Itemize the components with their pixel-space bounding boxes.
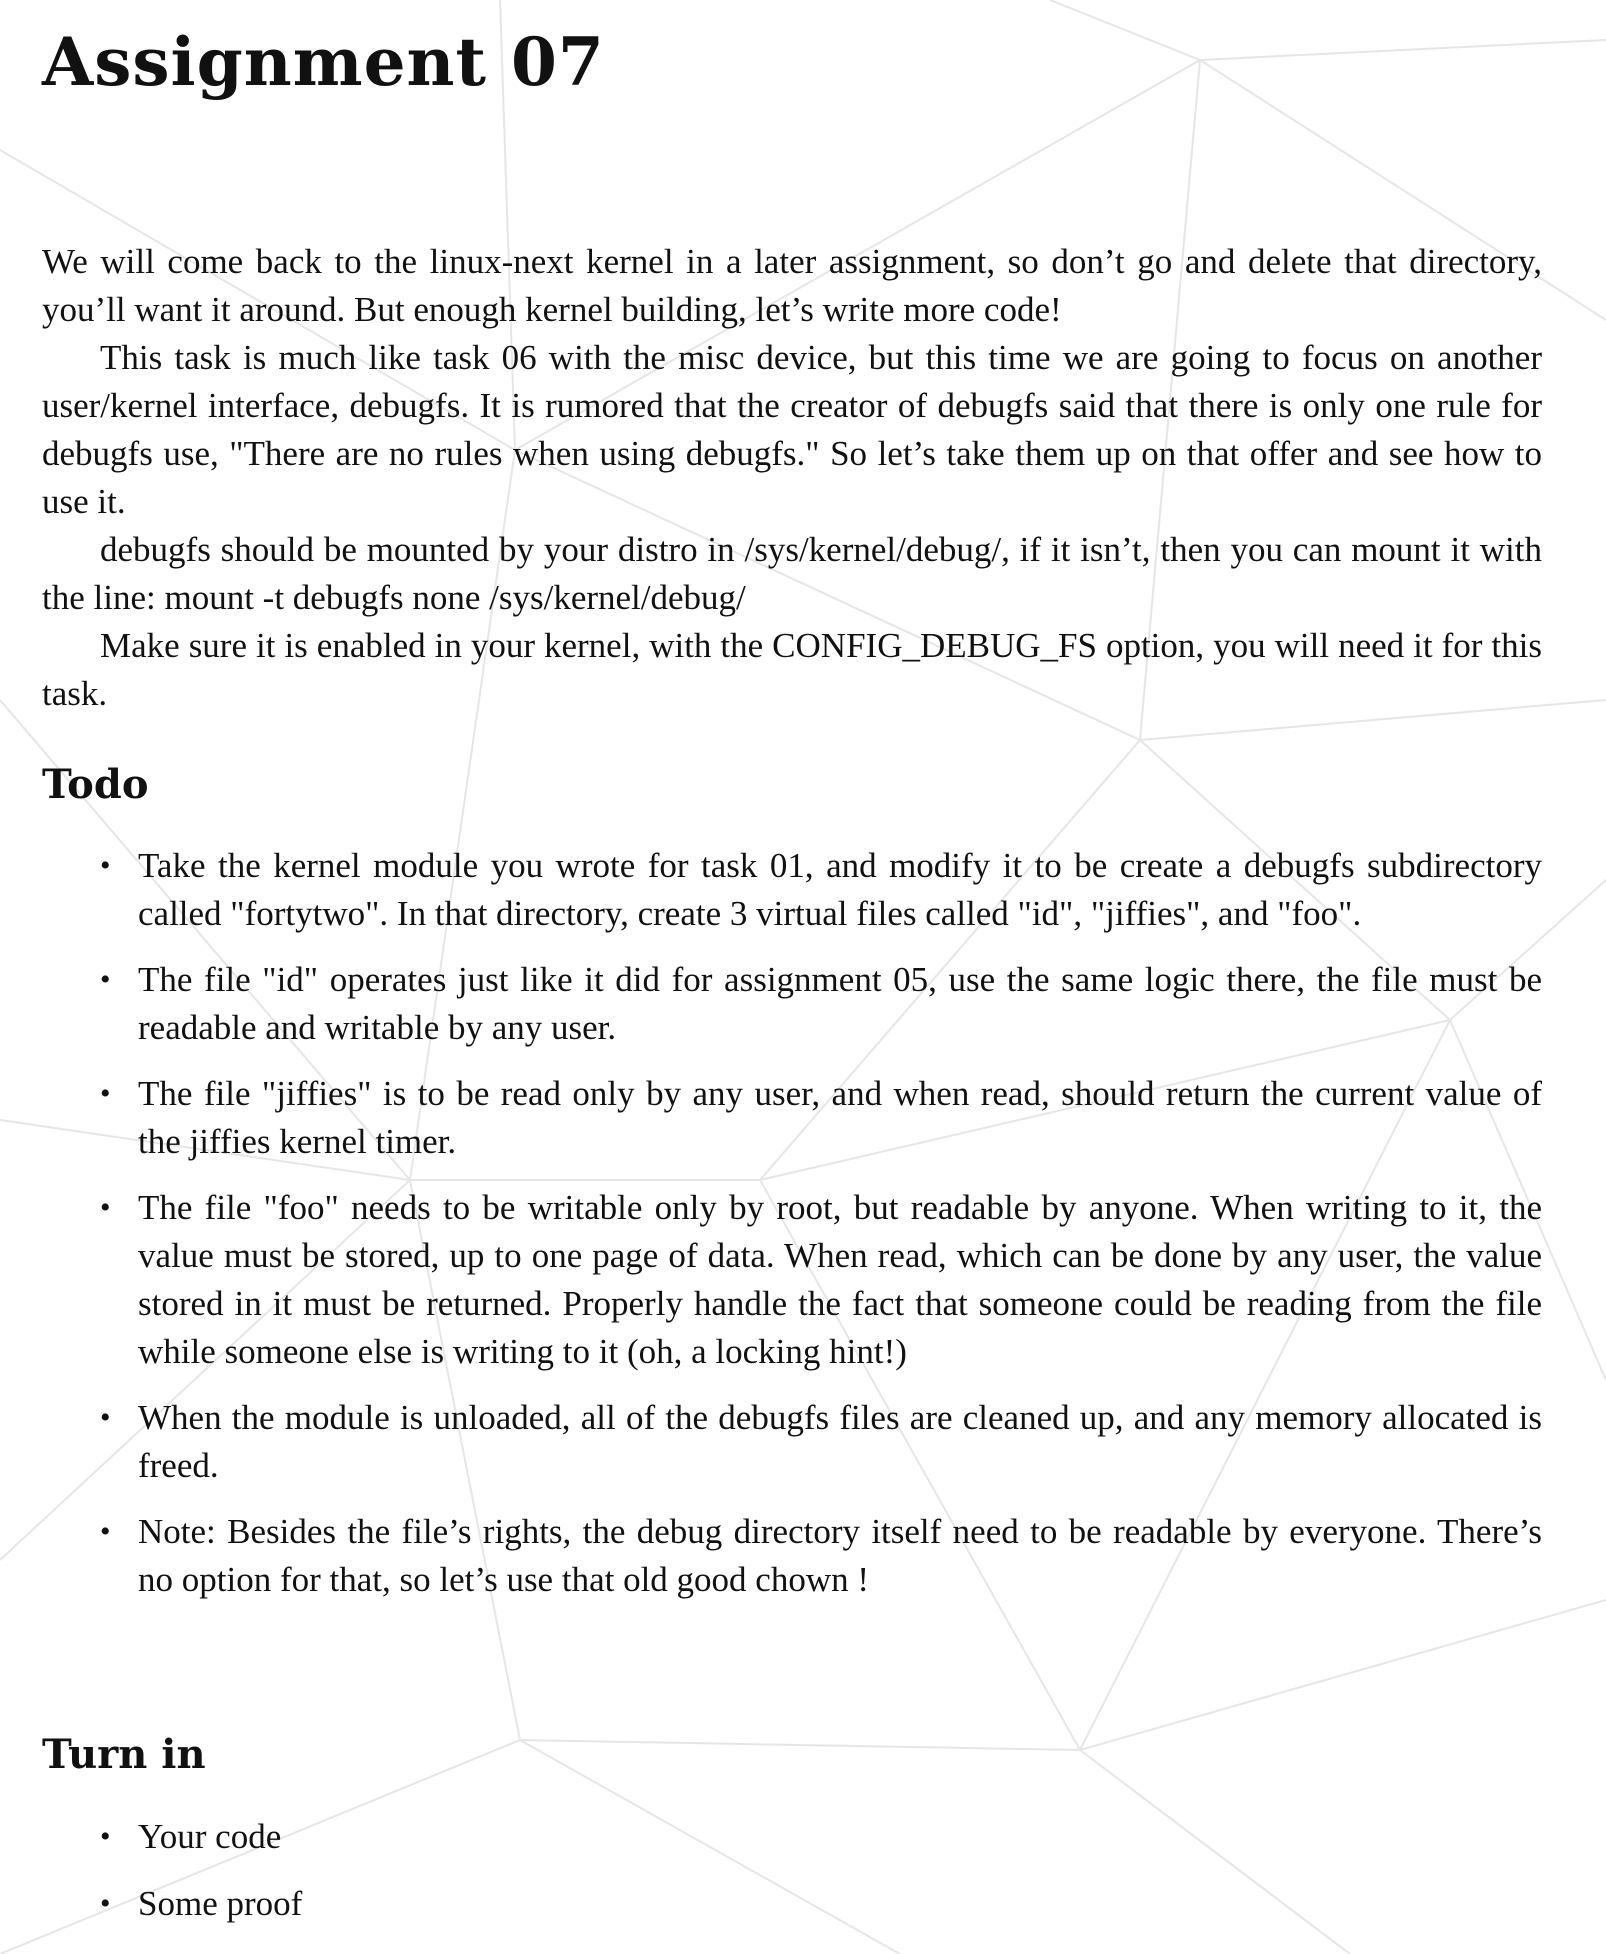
turn-in-item-text: Your code	[138, 1817, 282, 1856]
todo-item	[42, 956, 1542, 1052]
todo-item-text: When the module is unloaded, all of the debugfs files are cleaned up, and any memory allocated is freed.	[138, 1398, 1542, 1485]
bullet-icon: •	[100, 1191, 111, 1224]
todo-heading: Todo	[42, 761, 149, 808]
bullet-icon: •	[100, 1401, 111, 1434]
todo-item-text: The file "jiffies" is to be read only by any user, and when read, should return the current value of the jiffies kernel timer.	[138, 1074, 1542, 1161]
page-title: Assignment 07	[42, 23, 605, 101]
bullet-icon: •	[100, 1887, 111, 1920]
intro-section	[42, 238, 1542, 718]
turn-in-item	[42, 1880, 1542, 1928]
bullet-icon: •	[100, 1515, 111, 1548]
intro-paragraph: This task is much like task 06 with the misc device, but this time we are going to focus on another user/kernel interface, debugfs. It is rumored that the creator of debugfs said that there is only one rule for debugfs use, "There are no rules when using debugfs." So let’s take them up on that offer and see how to use it.	[42, 338, 1542, 521]
turn-in-list	[42, 1813, 1542, 1947]
todo-item	[42, 842, 1542, 938]
todo-item-text: The file "foo" needs to be writable only by root, but readable by anyone. When writing to it, the value must be stored, up to one page of data. When read, which can be done by any user, the value stored in it must be returned. Properly handle the fact that someone could be reading from the file while someone else is writing to it (oh, a locking hint!)	[138, 1188, 1542, 1371]
bullet-icon: •	[100, 849, 111, 882]
turn-in-heading: Turn in	[42, 1731, 206, 1778]
intro-paragraph: Make sure it is enabled in your kernel, with the CONFIG_DEBUG_FS option, you will need it for this task.	[42, 626, 1542, 713]
bullet-icon: •	[100, 1820, 111, 1853]
bullet-icon: •	[100, 963, 111, 996]
bullet-icon: •	[100, 1077, 111, 1110]
todo-item	[42, 1394, 1542, 1490]
intro-paragraph: debugfs should be mounted by your distro in /sys/kernel/debug/, if it isn’t, then you can mount it with the line: mount -t debugfs none /sys/kernel/debug/	[42, 530, 1542, 617]
todo-item	[42, 1070, 1542, 1166]
todo-item	[42, 1184, 1542, 1376]
turn-in-item-text: Some proof	[138, 1884, 303, 1923]
todo-item-text: The file "id" operates just like it did for assignment 05, use the same logic there, the file must be readable and writable by any user.	[138, 960, 1542, 1047]
todo-item	[42, 1508, 1542, 1604]
todo-list	[42, 842, 1542, 1622]
turn-in-item	[42, 1813, 1542, 1861]
todo-item-text: Take the kernel module you wrote for task 01, and modify it to be create a debugfs subdirectory called "fortytwo". In that directory, create 3 virtual files called "id", "jiffies", and "foo".	[138, 846, 1542, 933]
todo-item-text: Note: Besides the file’s rights, the debug directory itself need to be readable by everyone. There’s no option for that, so let’s use that old good chown !	[138, 1512, 1542, 1599]
intro-paragraph: We will come back to the linux-next kernel in a later assignment, so don’t go and delete that directory, you’ll want it around. But enough kernel building, let’s write more code!	[42, 242, 1542, 329]
